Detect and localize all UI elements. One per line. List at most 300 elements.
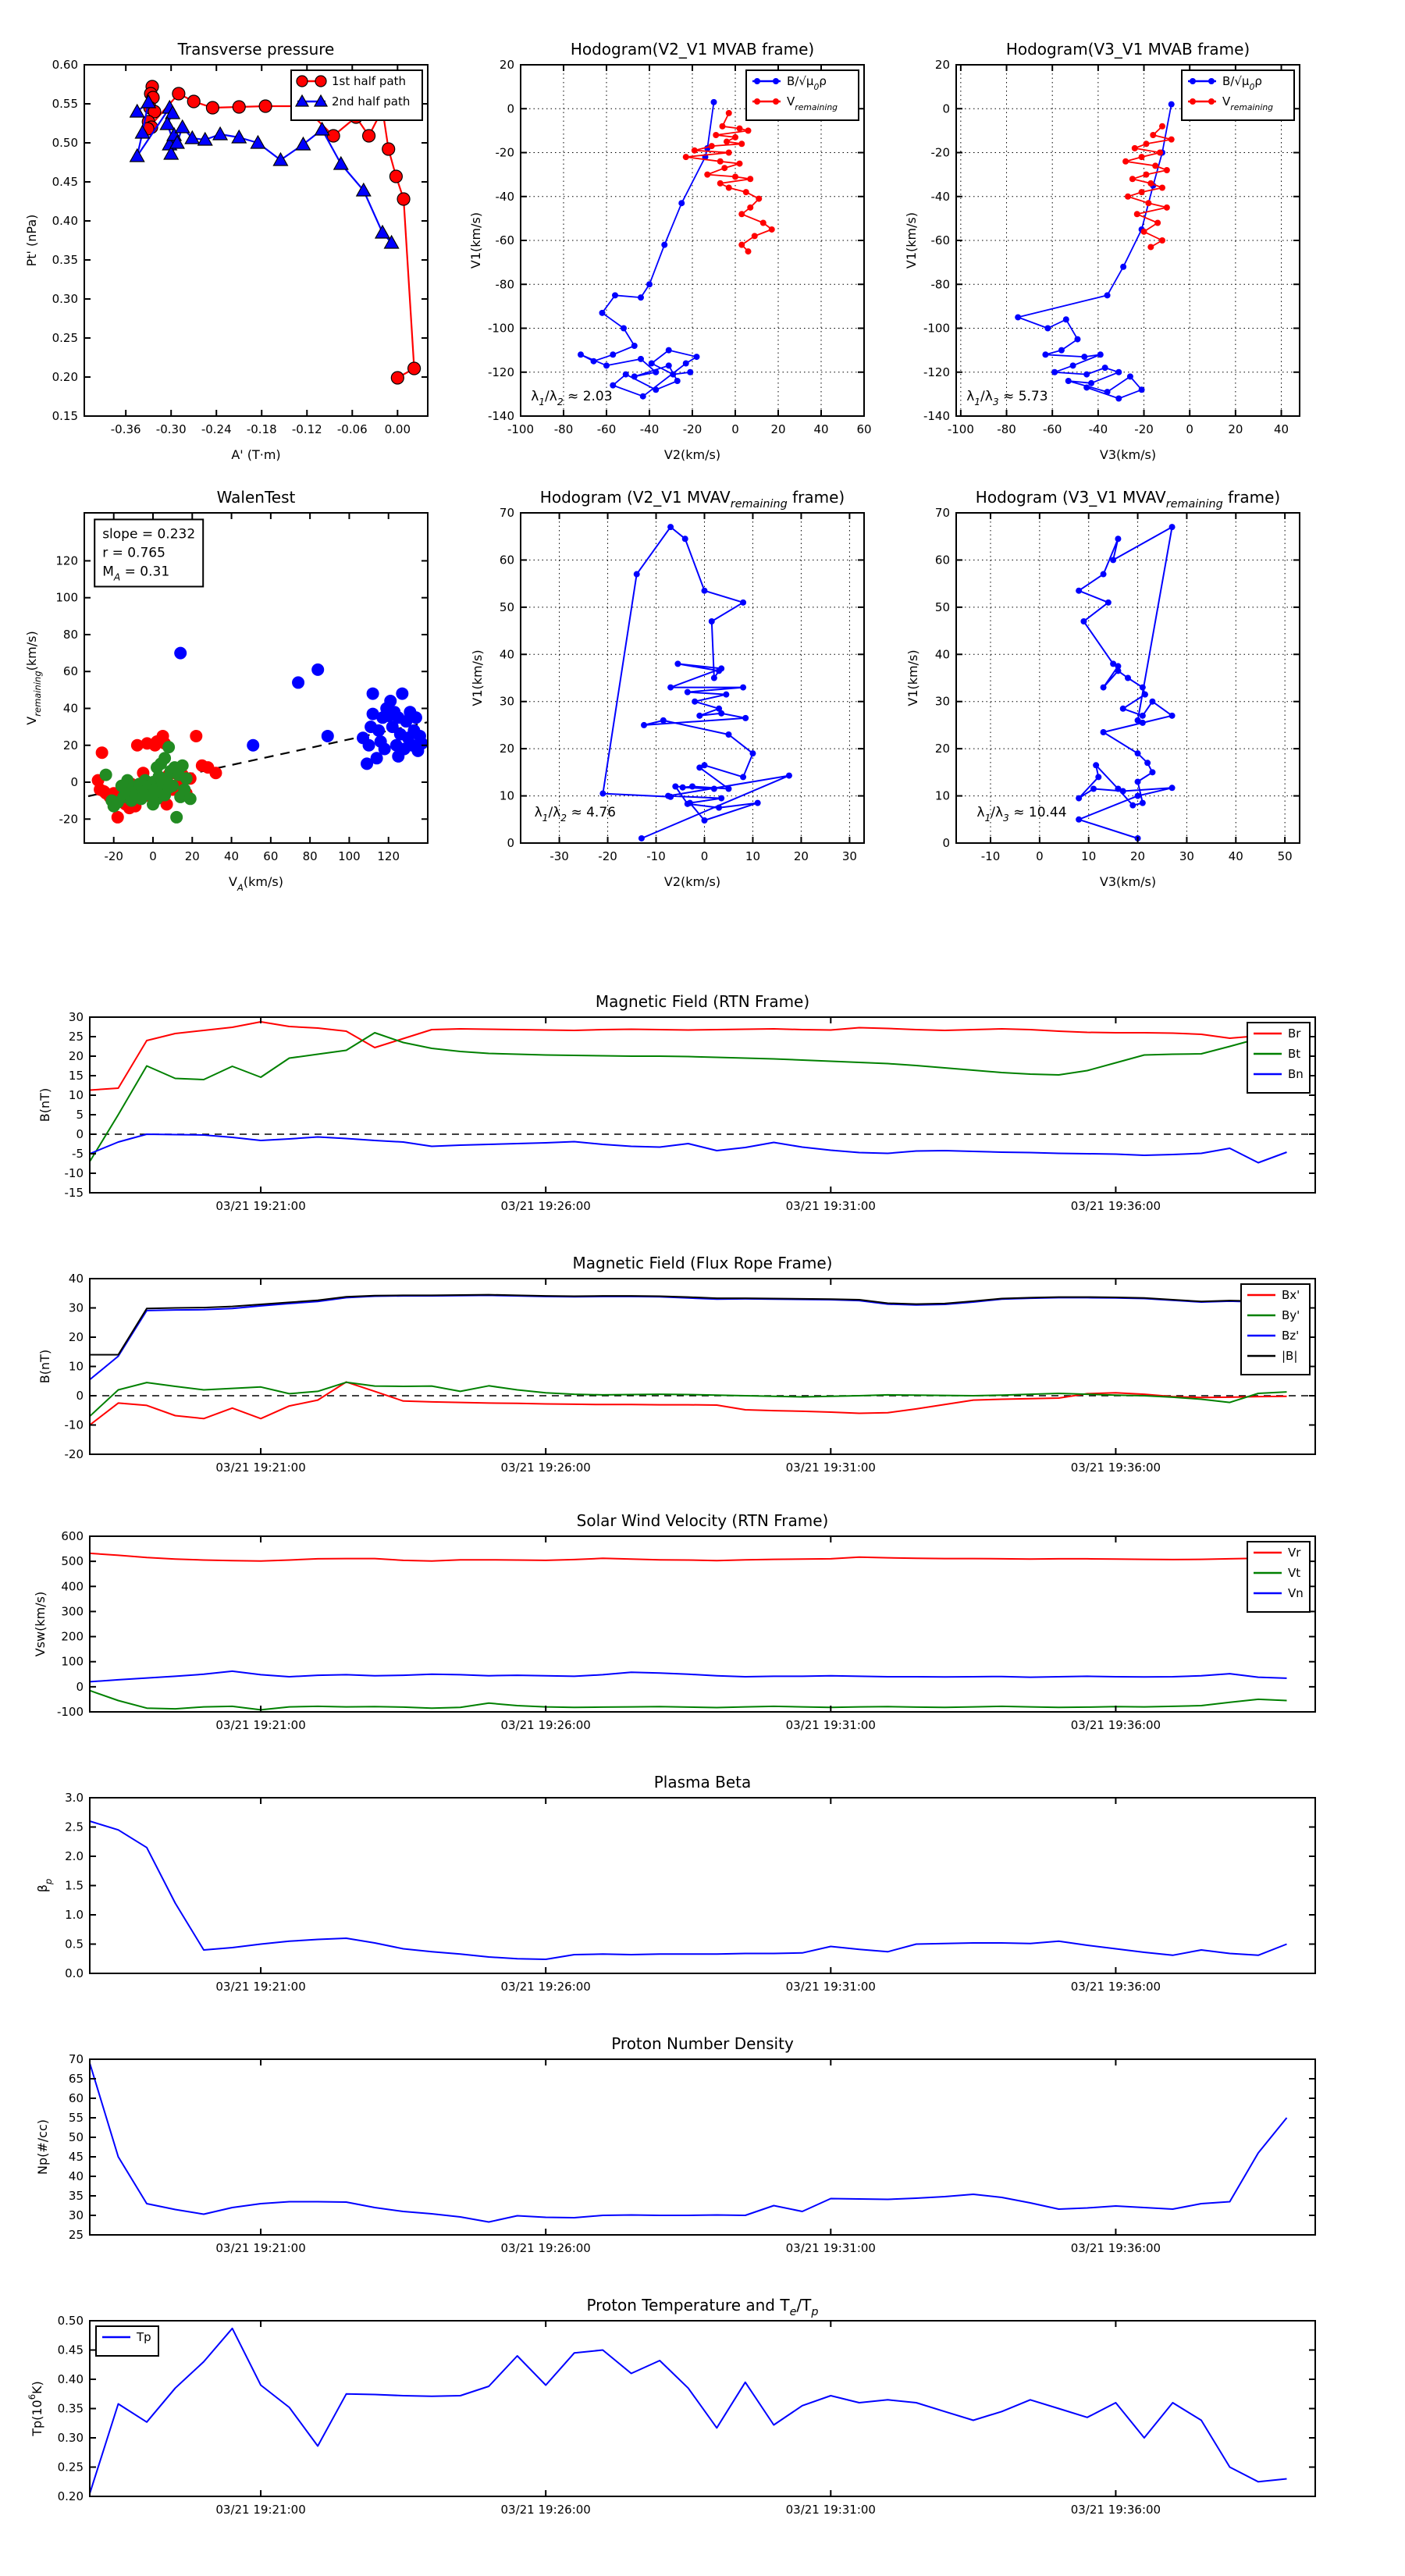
svg-text:40: 40 bbox=[499, 647, 514, 662]
svg-text:03/21 19:21:00: 03/21 19:21:00 bbox=[215, 1461, 306, 1475]
y-axis-label: $V_{remaining}(km/s)$ bbox=[24, 631, 43, 725]
svg-text:60: 60 bbox=[934, 553, 950, 568]
x-axis-label: A' (T·m) bbox=[231, 447, 281, 462]
plot-plasma-beta bbox=[16, 1749, 1405, 2008]
data-point-marker bbox=[1140, 685, 1146, 691]
data-point-marker bbox=[184, 792, 197, 805]
data-point-marker bbox=[745, 248, 752, 254]
svg-text:5: 5 bbox=[76, 1108, 84, 1122]
series-bt bbox=[90, 1033, 1287, 1162]
svg-text:-80: -80 bbox=[930, 277, 950, 292]
svg-text:03/21 19:21:00: 03/21 19:21:00 bbox=[215, 1718, 306, 1732]
svg-text:0.25: 0.25 bbox=[57, 2460, 84, 2475]
tick-labels bbox=[55, 553, 400, 863]
y-axis-label: B(nT) bbox=[37, 1087, 52, 1123]
data-point-marker bbox=[726, 150, 732, 156]
data-point-marker bbox=[173, 87, 185, 100]
data-point-marker bbox=[653, 386, 659, 393]
svg-text:0.30: 0.30 bbox=[57, 2431, 84, 2445]
lambda-annotation: $\lambda_1/\lambda_3 \approx 10.44$ bbox=[976, 805, 1067, 824]
data-point-marker bbox=[1139, 154, 1145, 160]
data-point-marker bbox=[743, 189, 749, 195]
svg-text:40: 40 bbox=[1228, 849, 1243, 863]
svg-text:Vr: Vr bbox=[1288, 1546, 1301, 1560]
svg-text:03/21 19:21:00: 03/21 19:21:00 bbox=[215, 1199, 306, 1213]
plot-proton-density bbox=[16, 2010, 1405, 2269]
svg-text:By': By' bbox=[1282, 1308, 1300, 1322]
data-point-marker bbox=[740, 600, 746, 606]
data-point-marker bbox=[610, 351, 616, 358]
data-point-marker bbox=[1090, 786, 1097, 792]
data-point-marker bbox=[1063, 316, 1069, 322]
data-point-marker bbox=[1159, 185, 1165, 191]
data-point-marker bbox=[1159, 123, 1165, 130]
svg-text:-15: -15 bbox=[64, 1186, 84, 1200]
data-point-marker bbox=[391, 372, 404, 384]
svg-text:Bx': Bx' bbox=[1282, 1288, 1300, 1302]
svg-text:Vt: Vt bbox=[1288, 1566, 1301, 1580]
data-point-marker bbox=[1110, 557, 1116, 563]
data-point-marker bbox=[709, 143, 715, 149]
svg-text:3.0: 3.0 bbox=[65, 1791, 84, 1805]
data-point-marker bbox=[704, 172, 710, 178]
data-point-marker bbox=[1115, 369, 1122, 375]
data-point-marker bbox=[726, 110, 732, 116]
svg-text:40: 40 bbox=[62, 701, 78, 716]
data-point-marker bbox=[740, 774, 746, 780]
y-axis-label: Pt' (nPa) bbox=[24, 214, 39, 267]
data-point-marker bbox=[130, 149, 144, 162]
legend bbox=[1241, 1284, 1310, 1375]
svg-text:0.50: 0.50 bbox=[52, 136, 78, 150]
plot-walen-test-svg bbox=[16, 464, 500, 937]
svg-text:03/21 19:31:00: 03/21 19:31:00 bbox=[785, 2241, 876, 2255]
data-point-marker bbox=[1154, 220, 1161, 226]
plot-hodogram-v3v1-mvav bbox=[894, 464, 1397, 937]
data-point-marker bbox=[162, 741, 175, 753]
data-point-marker bbox=[661, 242, 667, 248]
svg-text:0: 0 bbox=[76, 1389, 84, 1403]
svg-text:03/21 19:26:00: 03/21 19:26:00 bbox=[500, 1718, 591, 1732]
data-point-marker bbox=[1105, 600, 1112, 606]
data-point-marker bbox=[1115, 786, 1121, 792]
series-b-sqrt-mu0-rho- bbox=[578, 99, 717, 400]
plot-title: Hodogram(V3_V1 MVAB frame) bbox=[1005, 40, 1250, 59]
data-point-marker bbox=[666, 362, 672, 368]
plot-title: Proton Number Density bbox=[611, 2034, 794, 2053]
svg-text:0.45: 0.45 bbox=[57, 2343, 84, 2357]
svg-text:30: 30 bbox=[934, 694, 950, 709]
data-point-marker bbox=[1147, 180, 1154, 187]
data-point-marker bbox=[720, 123, 726, 130]
data-point-marker bbox=[176, 760, 189, 772]
data-point-marker bbox=[610, 382, 616, 389]
data-point-marker bbox=[1065, 378, 1072, 384]
data-point-marker bbox=[389, 170, 402, 183]
data-point-marker bbox=[711, 99, 717, 105]
svg-text:Bt: Bt bbox=[1288, 1047, 1301, 1061]
plot-hodogram-v2v1-mvab bbox=[461, 16, 929, 503]
svg-text:20: 20 bbox=[1228, 422, 1243, 436]
data-point-marker bbox=[756, 196, 762, 202]
plot-title: Plasma Beta bbox=[653, 1773, 752, 1791]
svg-text:B/√μ0ρ: $B/√\mu_0\rho$ bbox=[1222, 74, 1262, 92]
data-point-marker bbox=[1164, 205, 1170, 211]
data-point-marker bbox=[213, 127, 227, 140]
data-point-marker bbox=[621, 326, 627, 332]
data-point-marker bbox=[1070, 362, 1076, 368]
svg-text:70: 70 bbox=[934, 506, 950, 520]
data-point-marker bbox=[1147, 244, 1154, 250]
data-point-marker bbox=[1168, 101, 1175, 108]
svg-text:-40: -40 bbox=[930, 189, 950, 204]
svg-text:0.55: 0.55 bbox=[52, 97, 78, 111]
plot-hodogram-v3v1-mvab-svg bbox=[894, 16, 1397, 503]
svg-text:20: 20 bbox=[68, 1330, 84, 1344]
svg-text:-100: -100 bbox=[507, 422, 535, 436]
svg-text:20: 20 bbox=[499, 742, 514, 756]
data-point-marker bbox=[599, 310, 606, 316]
data-point-marker bbox=[747, 176, 753, 182]
lambda-annotation: $\lambda_1/\lambda_3 \approx 5.73$ bbox=[966, 388, 1048, 407]
axes-frame bbox=[90, 1017, 1315, 1193]
svg-text:-0.30: -0.30 bbox=[155, 422, 187, 436]
svg-text:-5: -5 bbox=[72, 1147, 84, 1161]
series-v-path bbox=[599, 524, 792, 841]
series-by- bbox=[90, 1382, 1287, 1417]
svg-text:60: 60 bbox=[499, 553, 514, 568]
data-point-marker bbox=[1169, 713, 1176, 719]
plot-title: Hodogram (V2_V1 $MVAV_{remaining}$ frame) bbox=[539, 488, 845, 511]
svg-text:Vremaining: $V_{remaining}$ bbox=[1222, 94, 1274, 112]
svg-text:0.20: 0.20 bbox=[52, 370, 78, 384]
series-v-path bbox=[1076, 524, 1175, 841]
data-point-marker bbox=[187, 95, 200, 108]
data-point-marker bbox=[1190, 78, 1196, 84]
data-point-marker bbox=[667, 794, 674, 800]
legend bbox=[291, 70, 422, 120]
data-point-marker bbox=[382, 143, 395, 155]
svg-text:70: 70 bbox=[499, 506, 514, 520]
svg-text:100: 100 bbox=[55, 590, 78, 605]
data-point-marker bbox=[1120, 264, 1126, 270]
data-point-marker bbox=[334, 157, 348, 169]
svg-text:-80: -80 bbox=[997, 422, 1016, 436]
data-point-marker bbox=[1044, 326, 1051, 332]
data-point-marker bbox=[726, 185, 732, 191]
svg-text:Bn: Bn bbox=[1288, 1067, 1304, 1081]
data-point-marker bbox=[718, 795, 724, 802]
data-point-marker bbox=[725, 731, 731, 738]
data-point-marker bbox=[1208, 98, 1215, 105]
svg-text:MA = 0.31: $M_A = 0.31$ bbox=[102, 564, 170, 583]
data-point-marker bbox=[180, 772, 193, 785]
svg-text:600: 600 bbox=[61, 1529, 84, 1543]
svg-text:-20: -20 bbox=[682, 422, 702, 436]
svg-text:15: 15 bbox=[68, 1069, 84, 1083]
svg-text:0.25: 0.25 bbox=[52, 331, 78, 345]
x-axis-label: V3(km/s) bbox=[1099, 447, 1157, 462]
svg-text:0: 0 bbox=[1036, 849, 1044, 863]
data-point-marker bbox=[1150, 132, 1156, 138]
svg-text:40: 40 bbox=[68, 1272, 84, 1286]
data-point-marker bbox=[682, 535, 688, 542]
data-point-marker bbox=[315, 76, 326, 87]
x-axis-label: V3(km/s) bbox=[1099, 874, 1157, 889]
svg-text:Bz': Bz' bbox=[1282, 1329, 1300, 1343]
svg-text:120: 120 bbox=[377, 849, 400, 863]
svg-text:-30: -30 bbox=[550, 849, 569, 863]
data-point-marker bbox=[749, 750, 756, 756]
svg-text:Vremaining: $V_{remaining}$ bbox=[787, 94, 838, 112]
data-point-marker bbox=[685, 801, 691, 807]
data-point-marker bbox=[1143, 141, 1149, 147]
data-point-marker bbox=[640, 393, 646, 400]
data-point-marker bbox=[1208, 78, 1215, 84]
series-points-blue bbox=[174, 647, 428, 770]
plot-bfield-fluxrope bbox=[16, 1229, 1405, 1489]
data-point-marker bbox=[649, 361, 655, 367]
data-point-marker bbox=[158, 752, 171, 764]
svg-text:-120: -120 bbox=[923, 365, 950, 379]
plot-hodogram-v2v1-mvav-svg bbox=[461, 464, 929, 937]
data-point-marker bbox=[738, 211, 745, 217]
data-point-marker bbox=[680, 785, 686, 791]
plot-vsw-rtn-svg bbox=[16, 1487, 1405, 1746]
data-point-marker bbox=[96, 746, 108, 759]
data-point-marker bbox=[410, 711, 422, 724]
data-point-marker bbox=[612, 292, 618, 298]
data-point-marker bbox=[363, 130, 375, 142]
svg-text:500: 500 bbox=[61, 1554, 84, 1569]
svg-text:2.0: 2.0 bbox=[65, 1849, 84, 1863]
legend bbox=[1247, 1023, 1310, 1093]
x-axis-label: V2(km/s) bbox=[663, 874, 721, 889]
y-axis-label: V1(km/s) bbox=[470, 649, 485, 706]
data-point-marker bbox=[732, 134, 738, 141]
data-point-marker bbox=[1125, 675, 1131, 681]
data-point-marker bbox=[721, 165, 727, 171]
data-point-marker bbox=[674, 378, 681, 384]
data-point-marker bbox=[638, 294, 644, 301]
tick-labels bbox=[65, 1010, 1161, 1213]
svg-text:0.35: 0.35 bbox=[57, 2401, 84, 2416]
svg-text:60: 60 bbox=[856, 422, 872, 436]
svg-text:1.0: 1.0 bbox=[65, 1908, 84, 1922]
svg-text:-120: -120 bbox=[487, 365, 514, 379]
svg-text:25: 25 bbox=[68, 1030, 84, 1044]
svg-text:03/21 19:31:00: 03/21 19:31:00 bbox=[785, 1461, 876, 1475]
svg-text:10: 10 bbox=[1081, 849, 1097, 863]
svg-text:10: 10 bbox=[68, 1359, 84, 1374]
svg-text:03/21 19:21:00: 03/21 19:21:00 bbox=[215, 2241, 306, 2255]
grid-lines bbox=[521, 513, 864, 843]
data-point-marker bbox=[1088, 380, 1094, 386]
data-point-marker bbox=[738, 141, 745, 147]
data-point-marker bbox=[1135, 750, 1141, 756]
svg-text:03/21 19:26:00: 03/21 19:26:00 bbox=[500, 1199, 591, 1213]
data-point-marker bbox=[1095, 774, 1101, 780]
data-point-marker bbox=[1081, 354, 1087, 360]
data-point-marker bbox=[696, 713, 702, 719]
data-point-marker bbox=[1083, 372, 1090, 378]
data-point-marker bbox=[653, 369, 659, 375]
svg-text:|B|: |B| bbox=[1282, 1349, 1298, 1363]
svg-text:70: 70 bbox=[68, 2052, 84, 2066]
data-point-marker bbox=[1139, 386, 1145, 393]
data-point-marker bbox=[773, 98, 779, 105]
data-point-marker bbox=[1076, 817, 1082, 823]
data-point-marker bbox=[1076, 795, 1082, 802]
data-point-marker bbox=[674, 660, 681, 667]
data-point-marker bbox=[646, 281, 653, 287]
data-point-marker bbox=[1104, 292, 1111, 298]
data-point-marker bbox=[1083, 384, 1090, 390]
data-point-marker bbox=[209, 767, 222, 779]
svg-text:03/21 19:31:00: 03/21 19:31:00 bbox=[785, 1718, 876, 1732]
data-point-marker bbox=[273, 153, 287, 165]
plot-plasma-beta-svg bbox=[16, 1749, 1405, 2008]
data-point-marker bbox=[599, 791, 606, 797]
svg-text:-60: -60 bbox=[930, 233, 950, 247]
data-point-marker bbox=[1135, 778, 1141, 785]
plot-title: Magnetic Field (Flux Rope Frame) bbox=[572, 1254, 833, 1272]
data-point-marker bbox=[1134, 211, 1140, 217]
svg-text:20: 20 bbox=[184, 849, 200, 863]
svg-text:-0.18: -0.18 bbox=[246, 422, 277, 436]
svg-text:03/21 19:21:00: 03/21 19:21:00 bbox=[215, 2503, 306, 2517]
data-point-marker bbox=[384, 695, 397, 707]
data-point-marker bbox=[638, 356, 644, 362]
svg-text:0.35: 0.35 bbox=[52, 253, 78, 267]
svg-text:30: 30 bbox=[68, 1300, 84, 1315]
svg-text:-100: -100 bbox=[56, 1705, 84, 1719]
svg-text:03/21 19:36:00: 03/21 19:36:00 bbox=[1070, 1980, 1161, 1994]
data-point-marker bbox=[1140, 800, 1146, 806]
svg-text:-60: -60 bbox=[1042, 422, 1062, 436]
data-point-marker bbox=[711, 675, 717, 681]
data-point-marker bbox=[1129, 176, 1136, 182]
svg-text:40: 40 bbox=[813, 422, 829, 436]
svg-text:-20: -20 bbox=[930, 145, 950, 160]
svg-text:0: 0 bbox=[731, 422, 739, 436]
svg-text:55: 55 bbox=[68, 2111, 84, 2125]
svg-text:35: 35 bbox=[68, 2189, 84, 2203]
svg-text:-140: -140 bbox=[923, 409, 950, 423]
tick-labels bbox=[65, 1791, 1161, 1994]
data-point-marker bbox=[1104, 389, 1111, 395]
data-point-marker bbox=[408, 362, 421, 375]
data-point-marker bbox=[415, 737, 428, 749]
svg-text:1.5: 1.5 bbox=[65, 1878, 84, 1893]
plot-hodogram-v2v1-mvab-svg bbox=[461, 16, 929, 503]
data-point-marker bbox=[1135, 793, 1141, 799]
data-point-marker bbox=[709, 618, 715, 624]
svg-text:03/21 19:21:00: 03/21 19:21:00 bbox=[215, 1980, 306, 1994]
svg-text:30: 30 bbox=[1179, 849, 1194, 863]
svg-text:200: 200 bbox=[61, 1629, 84, 1644]
lambda-annotation: $\lambda_1/\lambda_2 \approx 4.76$ bbox=[534, 805, 616, 824]
svg-text:0.40: 0.40 bbox=[57, 2372, 84, 2386]
svg-text:45: 45 bbox=[68, 2150, 84, 2164]
axes-frame bbox=[521, 513, 864, 843]
data-point-marker bbox=[233, 101, 245, 113]
svg-text:0.45: 0.45 bbox=[52, 175, 78, 189]
data-point-marker bbox=[683, 361, 689, 367]
data-point-marker bbox=[687, 369, 693, 375]
svg-text:03/21 19:26:00: 03/21 19:26:00 bbox=[500, 2503, 591, 2517]
svg-text:40: 40 bbox=[934, 647, 950, 662]
data-point-marker bbox=[685, 689, 691, 696]
svg-text:-0.12: -0.12 bbox=[291, 422, 322, 436]
data-point-marker bbox=[1101, 685, 1107, 691]
svg-text:-100: -100 bbox=[487, 321, 514, 336]
plot-title: Transverse pressure bbox=[177, 40, 335, 59]
data-point-marker bbox=[170, 811, 183, 824]
data-point-marker bbox=[666, 347, 672, 354]
data-point-marker bbox=[723, 692, 729, 698]
svg-text:-40: -40 bbox=[495, 189, 514, 204]
x-axis-label: V2(km/s) bbox=[663, 447, 721, 462]
svg-text:20: 20 bbox=[934, 58, 950, 72]
svg-text:03/21 19:26:00: 03/21 19:26:00 bbox=[500, 1461, 591, 1475]
svg-text:-20: -20 bbox=[598, 849, 617, 863]
svg-text:100: 100 bbox=[338, 849, 361, 863]
legend bbox=[96, 2326, 158, 2356]
x-axis-label: $V_A(km/s)$ bbox=[229, 874, 283, 893]
svg-text:0.15: 0.15 bbox=[52, 409, 78, 423]
data-point-marker bbox=[1058, 347, 1065, 354]
data-point-marker bbox=[176, 120, 190, 133]
data-point-marker bbox=[1164, 167, 1170, 173]
data-point-marker bbox=[1144, 760, 1151, 766]
data-point-marker bbox=[311, 664, 324, 676]
data-point-marker bbox=[396, 688, 408, 700]
series-bn bbox=[90, 1134, 1287, 1163]
plot-title: Solar Wind Velocity (RTN Frame) bbox=[576, 1511, 829, 1530]
data-point-marker bbox=[1149, 699, 1155, 705]
plot-bfield-rtn-svg bbox=[16, 968, 1405, 1227]
data-point-marker bbox=[740, 685, 746, 691]
data-point-marker bbox=[1140, 713, 1146, 719]
svg-text:-20: -20 bbox=[104, 849, 123, 863]
svg-text:20: 20 bbox=[1130, 849, 1146, 863]
svg-text:10: 10 bbox=[745, 849, 761, 863]
svg-text:-60: -60 bbox=[596, 422, 617, 436]
svg-text:0: 0 bbox=[76, 1679, 84, 1694]
tick-labels bbox=[69, 2052, 1161, 2255]
svg-text:0: 0 bbox=[942, 101, 950, 116]
data-point-marker bbox=[667, 685, 674, 691]
svg-text:20: 20 bbox=[793, 849, 809, 863]
svg-text:10: 10 bbox=[499, 788, 514, 803]
data-point-marker bbox=[1115, 396, 1122, 402]
data-point-marker bbox=[1076, 588, 1082, 594]
data-point-marker bbox=[737, 126, 743, 132]
svg-text:40: 40 bbox=[68, 2169, 84, 2183]
series-v-remaining bbox=[683, 110, 775, 254]
svg-text:03/21 19:31:00: 03/21 19:31:00 bbox=[785, 1199, 876, 1213]
data-point-marker bbox=[1169, 524, 1176, 530]
data-point-marker bbox=[737, 161, 743, 167]
svg-text:120: 120 bbox=[55, 553, 78, 568]
data-point-marker bbox=[716, 706, 722, 712]
svg-text:-100: -100 bbox=[947, 422, 974, 436]
data-point-marker bbox=[1115, 535, 1121, 542]
data-point-marker bbox=[1142, 692, 1148, 698]
data-point-marker bbox=[769, 226, 775, 233]
data-point-marker bbox=[1190, 98, 1196, 105]
